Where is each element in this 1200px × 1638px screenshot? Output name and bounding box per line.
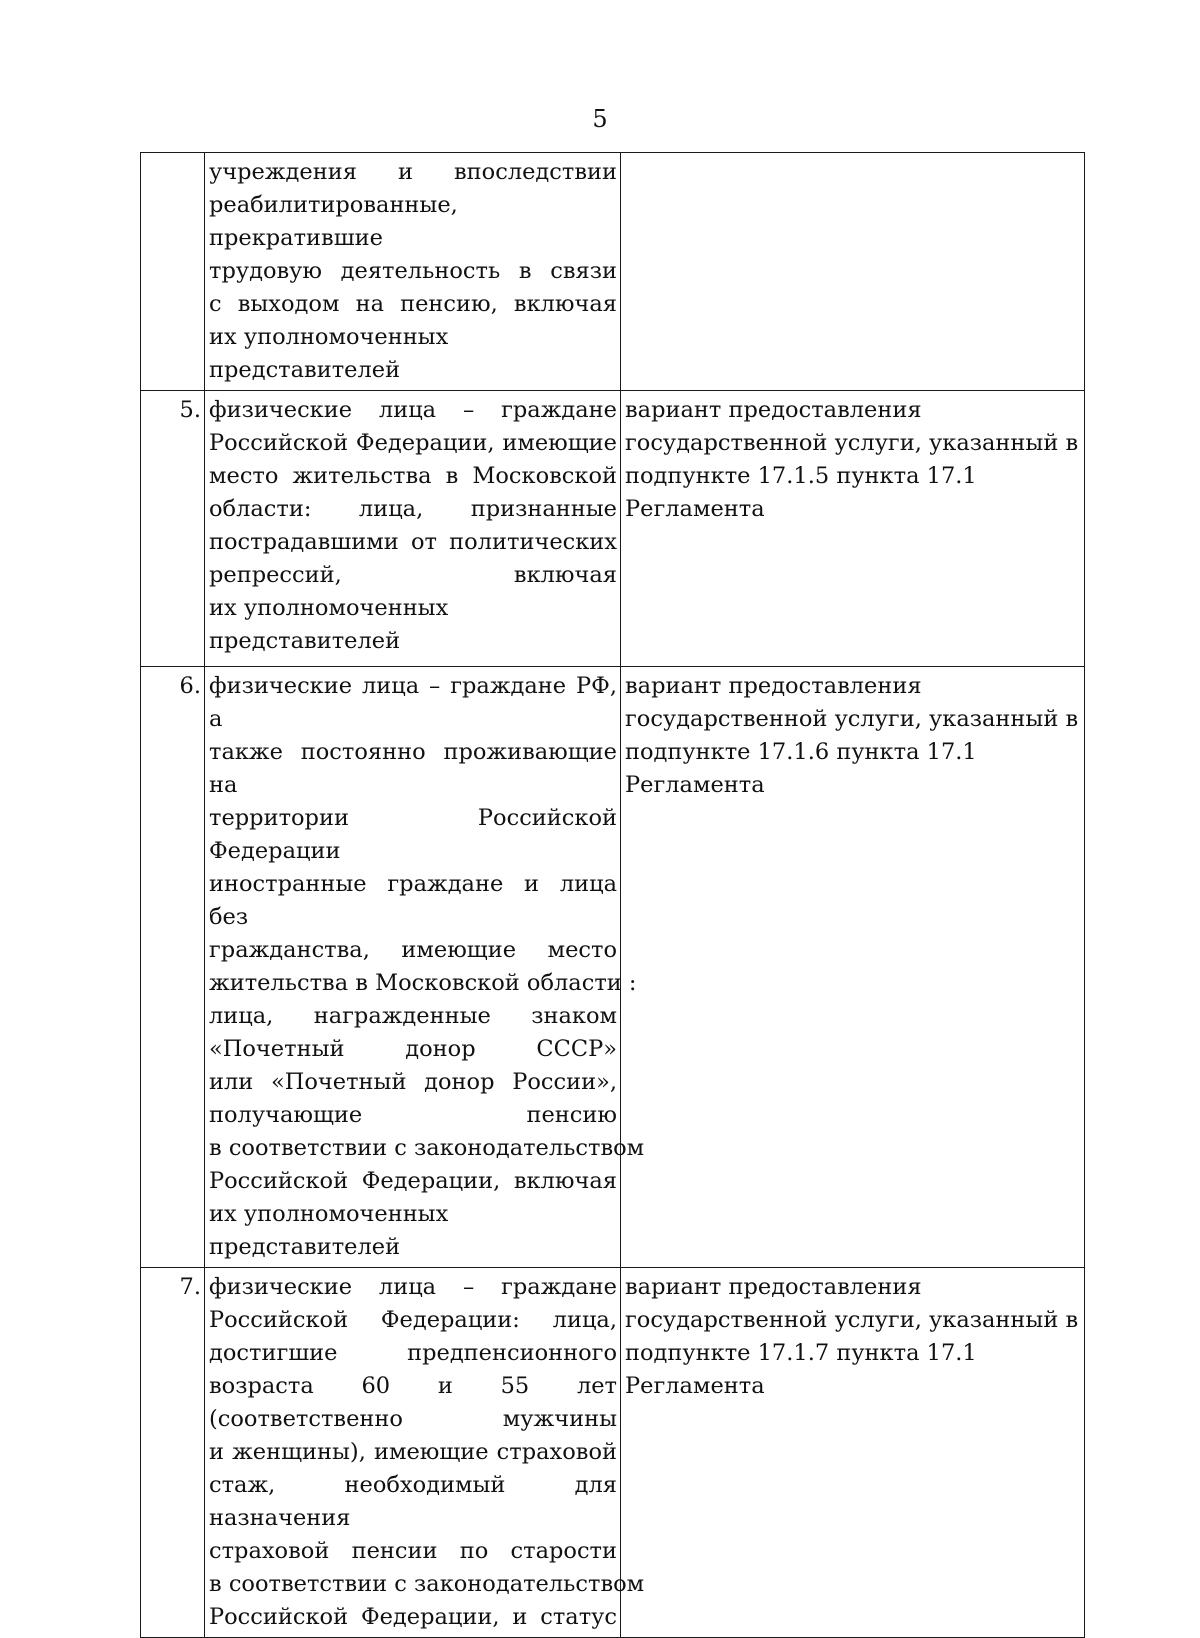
category-text-line: стаж, необходимый для назначения bbox=[209, 1472, 617, 1531]
category-text-line: их уполномоченных bbox=[209, 324, 449, 350]
category-text-line: Российской Федерации, и статус bbox=[209, 1604, 617, 1630]
service-variant-cell bbox=[621, 391, 1085, 667]
category-text-line: реабилитированные, прекратившие bbox=[209, 192, 458, 251]
category-text-line: место жительства в Московской bbox=[209, 463, 617, 489]
variant-text-line: Регламента bbox=[625, 496, 765, 522]
variant-text-line: вариант предоставления bbox=[625, 397, 922, 423]
category-text-line: также постоянно проживающие на bbox=[209, 739, 617, 798]
category-text-line: иностранные граждане и лица без bbox=[209, 871, 617, 930]
category-text-line: с выходом на пенсию, включая bbox=[209, 291, 617, 317]
category-text-line: и женщины), имеющие страховой bbox=[209, 1439, 617, 1465]
category-text-line: Российской Федерации, включая bbox=[209, 1168, 617, 1194]
category-text-line: в соответствии с законодательством bbox=[209, 1135, 645, 1161]
category-text-line: физические лица – граждане bbox=[209, 1274, 617, 1300]
applicant-category-cell bbox=[205, 1268, 645, 1638]
variant-text-line: Регламента bbox=[625, 1373, 765, 1399]
service-variant-cell bbox=[621, 1268, 1085, 1638]
variant-text-line: Регламента bbox=[625, 772, 765, 798]
applicant-category-cell bbox=[205, 391, 621, 667]
table-row bbox=[141, 667, 1085, 1268]
category-text-line: их уполномоченных bbox=[209, 595, 449, 621]
variant-text-line: государственной услуги, указанный в bbox=[625, 706, 1079, 732]
category-text-line: «Почетный донор СССР» bbox=[209, 1036, 617, 1062]
service-variant-cell bbox=[621, 667, 1085, 1268]
category-text-line: (соответственно мужчины bbox=[209, 1406, 617, 1432]
applicant-category-cell bbox=[205, 153, 621, 391]
category-text-line: области: лица, признанные bbox=[209, 496, 617, 522]
page-number: 5 bbox=[592, 105, 608, 133]
category-text-line: достигшие предпенсионного bbox=[209, 1340, 617, 1366]
applicant-categories-table bbox=[140, 152, 1085, 1638]
category-text-line: учреждения и впоследствии bbox=[209, 159, 617, 185]
category-text-line: страховой пенсии по старости bbox=[209, 1538, 617, 1564]
variant-text-line: государственной услуги, указанный в bbox=[625, 430, 1079, 456]
variant-text-line: вариант предоставления bbox=[625, 1274, 922, 1300]
category-text-line: возраста 60 и 55 лет bbox=[209, 1373, 617, 1399]
variant-text-line: подпункте 17.1.5 пункта 17.1 bbox=[625, 463, 977, 489]
category-text-line: представителей bbox=[209, 628, 401, 654]
category-text-line: физические лица – граждане РФ, а bbox=[209, 673, 617, 732]
category-text-line: пострадавшими от политических bbox=[209, 529, 617, 555]
row-number: 6. bbox=[141, 667, 205, 1268]
table-row bbox=[141, 153, 1085, 391]
category-text-line: лица, награжденные знаком bbox=[209, 1003, 617, 1029]
category-text-line: Российской Федерации, имеющие bbox=[209, 430, 617, 456]
category-text-line: гражданства, имеющие место bbox=[209, 937, 617, 963]
category-text-line: представителей bbox=[209, 357, 401, 383]
table-row bbox=[141, 391, 1085, 667]
category-text-line: трудовую деятельность в связи bbox=[209, 258, 617, 284]
category-text-line: территории Российской Федерации bbox=[209, 805, 617, 864]
category-text-line: Российской Федерации: лица, bbox=[209, 1307, 617, 1333]
service-variant-cell bbox=[621, 153, 1085, 391]
category-text-line: репрессий, включая bbox=[209, 562, 617, 588]
variant-text-line: подпункте 17.1.7 пункта 17.1 bbox=[625, 1340, 977, 1366]
row-number: 7. bbox=[141, 1268, 205, 1638]
category-text-line: их уполномоченных bbox=[209, 1201, 449, 1227]
category-text-line: получающие пенсию bbox=[209, 1102, 617, 1128]
category-text-line: в соответствии с законодательством bbox=[209, 1571, 645, 1597]
category-text-line: жительства в Московской области : bbox=[209, 970, 637, 996]
applicant-category-cell bbox=[205, 667, 645, 1268]
variant-text-line: государственной услуги, указанный в bbox=[625, 1307, 1079, 1333]
variant-text-line: подпункте 17.1.6 пункта 17.1 bbox=[625, 739, 977, 765]
category-text-line: физические лица – граждане bbox=[209, 397, 617, 423]
variant-text-line: вариант предоставления bbox=[625, 673, 922, 699]
category-text-line: представителей bbox=[209, 1234, 401, 1260]
row-number bbox=[141, 153, 205, 391]
table-row bbox=[141, 1268, 1085, 1638]
row-number: 5. bbox=[141, 391, 205, 667]
category-text-line: или «Почетный донор России», bbox=[209, 1069, 617, 1095]
